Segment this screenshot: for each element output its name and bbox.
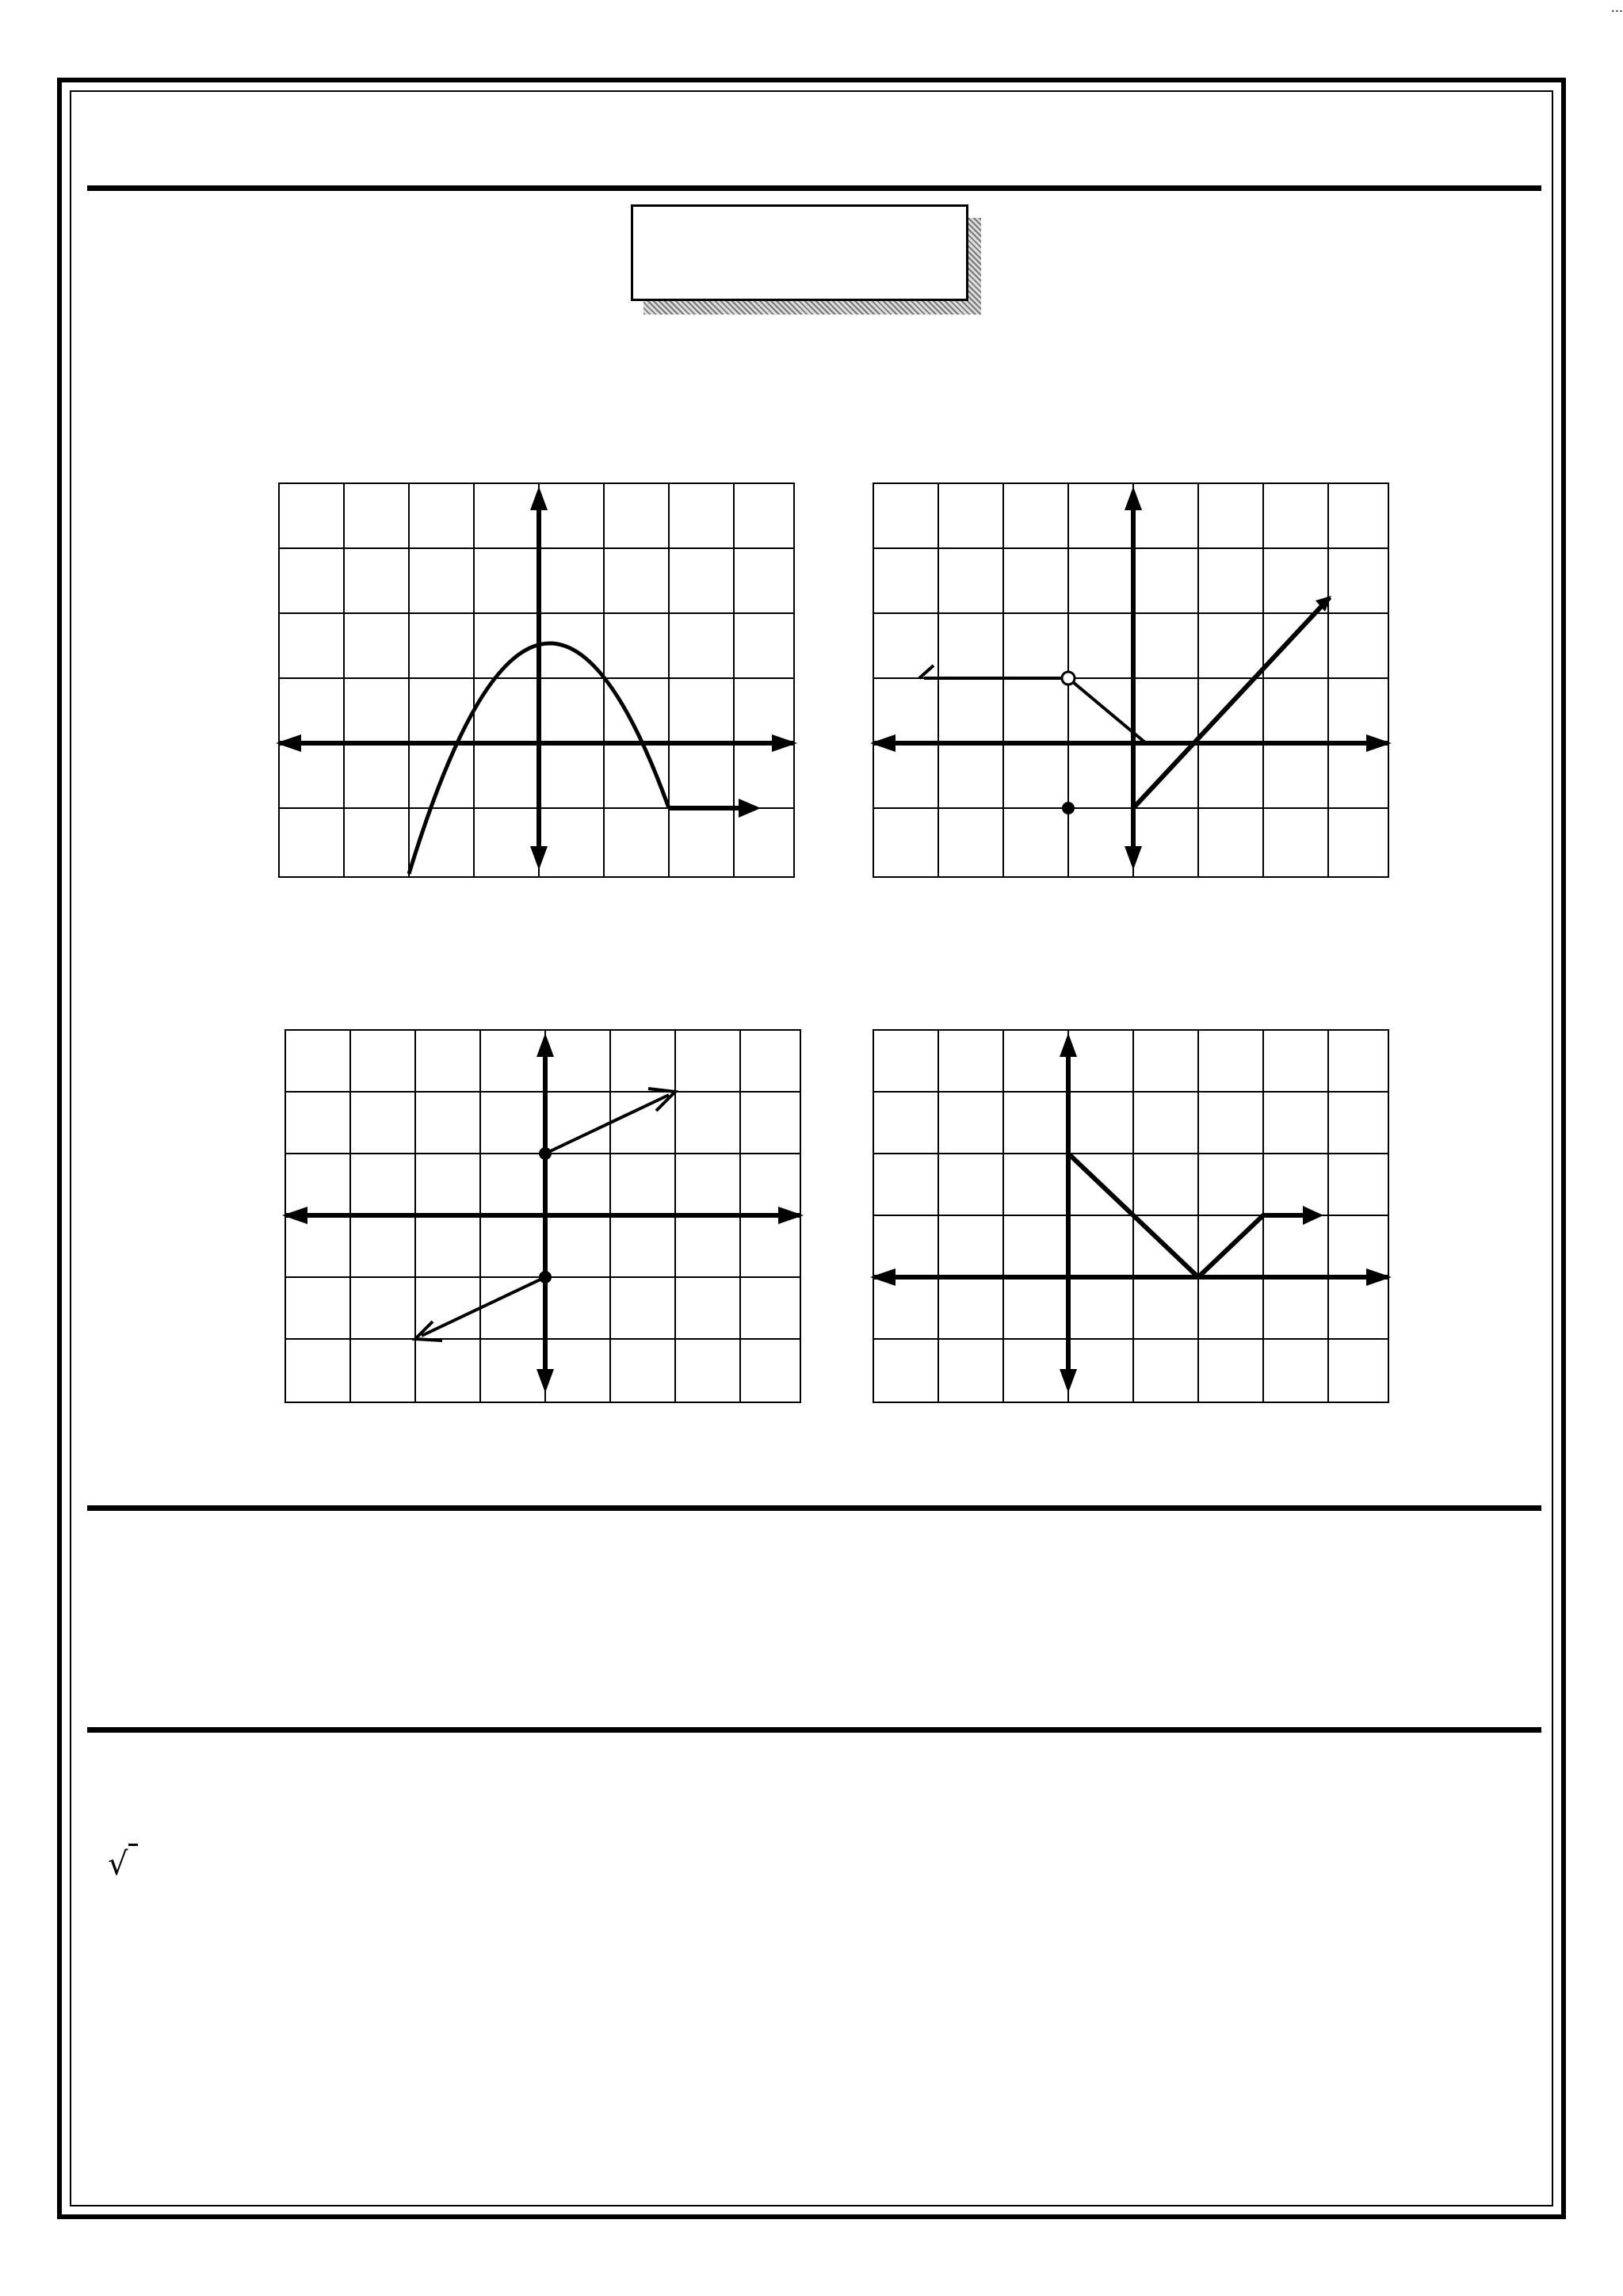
graph-a (870, 480, 1393, 880)
graph-c (870, 1027, 1393, 1407)
rule-after-q2 (87, 1727, 1541, 1733)
graph-b (276, 480, 799, 880)
q3-f3-radicand (128, 1844, 138, 1882)
radical-sign-icon: √ (108, 1846, 128, 1882)
q3-f3-radical (108, 1846, 138, 1882)
exercise-title (631, 204, 968, 301)
rule-after-q1 (87, 1505, 1541, 1511)
graph-d (282, 1027, 805, 1407)
header-rule (87, 185, 1541, 191)
graph-a-relation (919, 596, 1331, 814)
